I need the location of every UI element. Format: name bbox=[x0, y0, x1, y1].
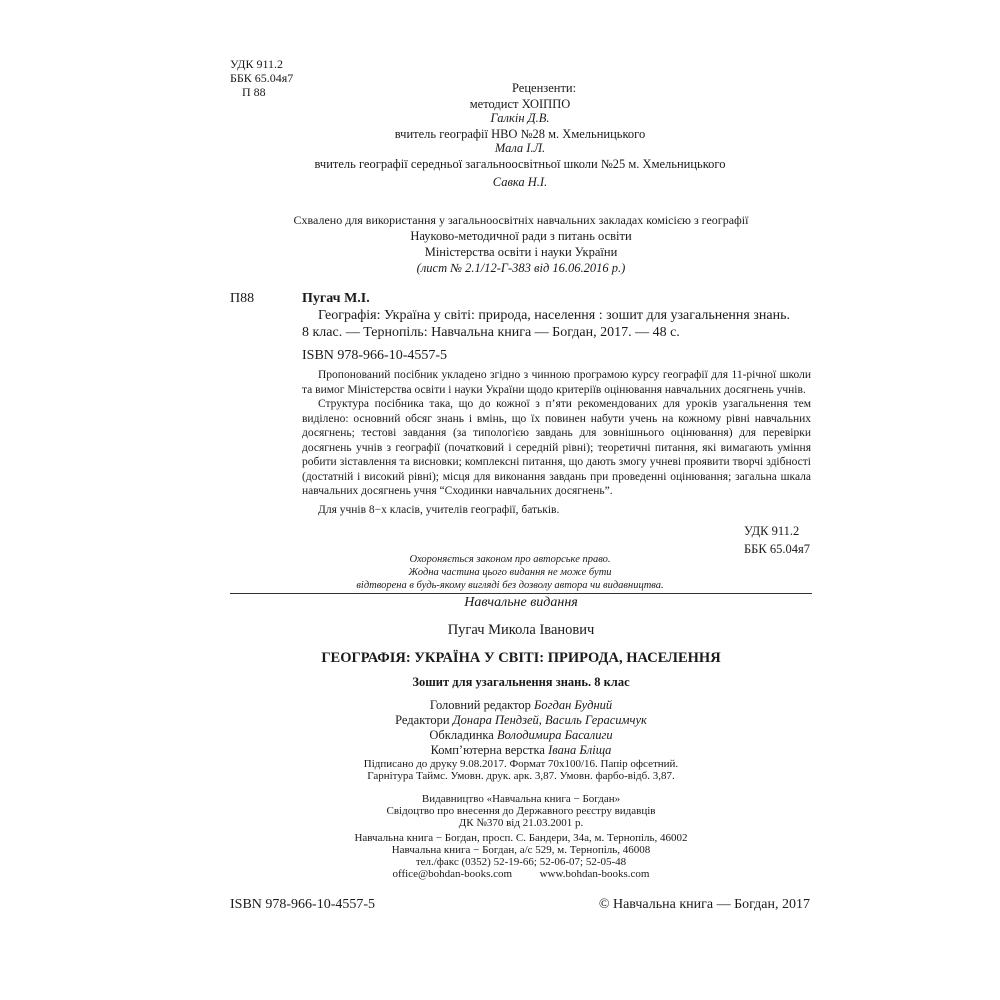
reviewer-3-name: Савка Н.І. bbox=[492, 175, 548, 189]
catalog-description-2: 8 клас. — Тернопіль: Навчальна книга — Богдан, 2017. — 48 с. bbox=[302, 325, 680, 340]
credit-role: Комп’ютерна верстка bbox=[430, 743, 545, 757]
udk-code-right: УДК 911.2 bbox=[744, 524, 800, 538]
book-subtitle: Зошит для узагальнення знань. 8 клас bbox=[412, 675, 630, 689]
credit-name: Донара Пендзей, Василь Герасимчук bbox=[452, 713, 647, 727]
abstract-paragraph-2: Структура посібника така, що до кожної з п’яти рекомендованих для уроків узагальнення тем виділено: основний обсяг знань і вмінь, що їх повинен набути учень на кожному рівні навчальних досягнень; тестові завдання (за типологією завдань для зовнішнього оцінювання) для перевірки досягнень учнів з географії (початковий і середній рівні); теоретичні питання, які вимагають уміння робити зіставлення та висновки; комплексні питання, що дають змогу учневі проявити творчі здібності (достатній і високий рівні); місця для виконання завдань при проведенні оцінювання; загальна шкала навчальних досягнень учня “Сходинки навчальних досягнень”. bbox=[302, 398, 811, 497]
email-link[interactable]: office@bohdan-books.com bbox=[392, 868, 513, 880]
footer-copyright: © Навчальна книга — Богдан, 2017 bbox=[598, 897, 810, 912]
bbk-code-right: ББК 65.04я7 bbox=[744, 542, 810, 556]
contacts-line-3: тел./факс (0352) 52-19-66; 52-06-07; 52-05-48 bbox=[415, 856, 627, 868]
reviewer-1-name: Галкін Д.В. bbox=[490, 111, 550, 125]
copyright-notice-line-3: відтворена в будь-якому вигляді без дозволу автора чи видавництва. bbox=[356, 580, 664, 591]
book-title: ГЕОГРАФІЯ: УКРАЇНА У СВІТІ: ПРИРОДА, НАСЕЛЕННЯ bbox=[321, 650, 721, 666]
publisher-line-1: Видавництво «Навчальна книга − Богдан» bbox=[421, 793, 621, 805]
edition-type: Навчальне видання bbox=[464, 595, 578, 610]
catalog-mark: П88 bbox=[230, 291, 255, 306]
approval-letter: (лист № 2.1/12-Г-383 від 16.06.2016 р.) bbox=[416, 261, 626, 275]
reviewers-heading: Рецензенти: bbox=[512, 81, 577, 95]
print-info bbox=[230, 758, 812, 782]
approval-line-3: Міністерства освіти і науки України bbox=[424, 245, 618, 259]
credit-name: Івана Бліщa bbox=[548, 743, 612, 757]
reviewer-1-role: методист ХОІППО bbox=[469, 97, 571, 111]
approval-line-2: Науково-методичної ради з питань освіти bbox=[410, 229, 632, 243]
credit-name: Богдан Будний bbox=[534, 698, 613, 712]
bbk-code: ББК 65.04я7 bbox=[230, 71, 294, 85]
abstract-paragraph-3: Для учнів 8−х класів, учителів географії, батьків. bbox=[318, 503, 560, 516]
credits bbox=[230, 698, 812, 758]
credit-cover bbox=[230, 728, 812, 743]
print-info-line-2: Гарнітура Таймс. Умовн. друк. арк. 3,87. Умовн. фарбо-відб. 3,87. bbox=[367, 770, 675, 782]
contacts-line-1: Навчальна книга − Богдан, просп. С. Бандери, 34а, м. Тернопіль, 46002 bbox=[354, 832, 688, 844]
catalog-author: Пугач М.І. bbox=[302, 291, 370, 306]
contacts-line-2: Навчальна книга − Богдан, а/с 529, м. Тернопіль, 46008 bbox=[391, 844, 651, 856]
right-codes bbox=[744, 523, 810, 557]
website-link[interactable]: www.bohdan-books.com bbox=[539, 868, 650, 880]
divider bbox=[230, 593, 812, 594]
credit-chief-editor bbox=[230, 698, 812, 713]
abstract bbox=[302, 368, 811, 517]
credit-role: Редактори bbox=[395, 713, 450, 727]
contacts bbox=[230, 832, 812, 880]
credit-editors bbox=[230, 713, 812, 728]
reviewer-2-name: Мала І.Л. bbox=[494, 141, 546, 155]
catalog-isbn: ISBN 978-966-10-4557-5 bbox=[302, 348, 448, 363]
author-full-name: Пугач Микола Іванович bbox=[447, 622, 595, 638]
publisher-line-3: ДК №370 від 21.03.2001 р. bbox=[458, 817, 584, 829]
copyright-notice-line-2: Жодна частина цього видання не може бути bbox=[408, 567, 612, 578]
credit-role: Головний редактор bbox=[429, 698, 531, 712]
print-info-line-1: Підписано до друку 9.08.2017. Формат 70х100/16. Папір офсетний. bbox=[363, 758, 679, 770]
author-mark: П 88 bbox=[242, 85, 266, 99]
abstract-paragraph-1: Пропонований посібник укладено згідно з чинною програмою курсу географії для 11-річної школи та вимог Міністерства освіти і науки України щодо критеріїв оцінювання навчальних досягнень учнів. bbox=[302, 369, 811, 396]
approval-line-1: Схвалено для використання у загальноосвітніх навчальних закладах комісією з географії bbox=[293, 213, 749, 227]
catalog-description-1: Географія: Україна у світі: природа, населення : зошит для узагальнення знань. bbox=[318, 308, 790, 323]
reviewer-2-role: вчитель географії НВО №28 м. Хмельницького bbox=[394, 127, 646, 141]
credit-role: Обкладинка bbox=[429, 728, 494, 742]
credit-name: Володимира Басалиги bbox=[496, 728, 613, 742]
credit-layout bbox=[230, 743, 812, 758]
footer-isbn: ISBN 978-966-10-4557-5 bbox=[230, 897, 376, 912]
reviewer-3-role: вчитель географії середньої загальноосвітньої школи №25 м. Хмельницького bbox=[314, 157, 726, 171]
copyright-notice bbox=[300, 553, 720, 592]
classification-codes bbox=[230, 57, 293, 99]
publisher-info bbox=[230, 793, 812, 829]
copyright-notice-line-1: Охороняється законом про авторське право. bbox=[409, 554, 611, 565]
contacts-web-line bbox=[230, 868, 812, 880]
publisher-line-2: Свідоцтво про внесення до Державного реєстру видавців bbox=[386, 805, 656, 817]
approval-block bbox=[230, 212, 812, 276]
udk-code: УДК 911.2 bbox=[230, 57, 284, 71]
